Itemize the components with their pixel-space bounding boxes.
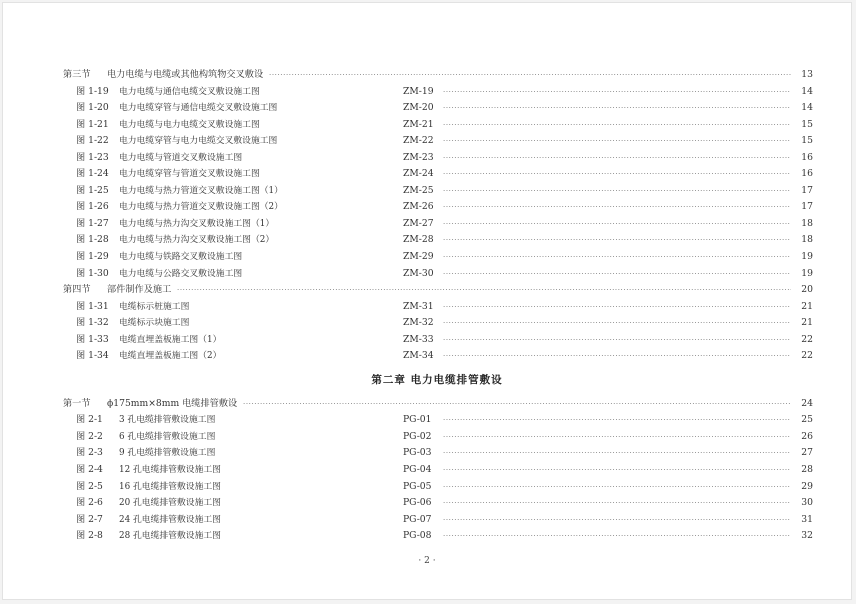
figure-title: 电缆标示桩施工图 xyxy=(119,301,190,312)
toc-figure-row[interactable] xyxy=(61,133,813,150)
drawing-code: PG-02 xyxy=(403,430,432,442)
section-label: 第一节 xyxy=(63,397,91,409)
drawing-code: ZM-28 xyxy=(403,234,434,246)
figure-title: 电力电缆穿管与电力电缆交叉敷设施工图 xyxy=(119,136,278,147)
figure-label: 图 1-22 xyxy=(76,135,109,147)
figure-title: 20 孔电缆排管敷设施工图 xyxy=(119,498,221,509)
drawing-code: ZM-23 xyxy=(403,151,434,163)
toc-figure-row[interactable] xyxy=(61,348,813,365)
figure-label: 图 2-3 xyxy=(76,447,103,459)
toc-figure-row[interactable] xyxy=(61,315,813,332)
page-number: 29 xyxy=(801,480,813,492)
figure-label: 图 1-31 xyxy=(76,300,109,312)
drawing-code: PG-04 xyxy=(403,464,432,476)
figure-label: 图 1-33 xyxy=(76,333,109,345)
toc-figure-row[interactable] xyxy=(61,512,813,529)
drawing-code: ZM-19 xyxy=(403,85,434,97)
dot-leader xyxy=(443,462,791,479)
dot-leader xyxy=(443,299,791,316)
figure-label: 图 2-1 xyxy=(76,414,103,426)
section-title: ϕ175mm×8mm 电缆排管敷设 xyxy=(107,397,238,409)
page-number: 25 xyxy=(801,414,813,426)
section-label: 第四节 xyxy=(63,284,91,296)
toc-figure-row[interactable] xyxy=(61,462,813,479)
figure-title: 6 孔电缆排管敷设施工图 xyxy=(119,431,216,442)
drawing-code: ZM-33 xyxy=(403,333,434,345)
page-number: 17 xyxy=(801,184,813,196)
figure-label: 图 2-2 xyxy=(76,430,103,442)
toc-figure-row[interactable] xyxy=(61,100,813,117)
page-number: 13 xyxy=(801,69,813,80)
toc-figure-row[interactable] xyxy=(61,429,813,446)
drawing-code: PG-07 xyxy=(403,513,432,525)
figure-title: 24 孔电缆排管敷设施工图 xyxy=(119,514,221,525)
figure-label: 图 1-21 xyxy=(76,118,109,130)
figure-title: 电力电缆穿管与管道交叉敷设施工图 xyxy=(119,169,260,180)
toc-figure-row[interactable] xyxy=(61,445,813,462)
figure-label: 图 1-20 xyxy=(76,102,109,114)
toc-figure-row[interactable] xyxy=(61,479,813,496)
dot-leader xyxy=(443,232,791,249)
figure-title: 电力电缆与热力沟交叉敷设施工图（1） xyxy=(119,218,275,229)
dot-leader xyxy=(443,249,791,266)
drawing-code: ZM-22 xyxy=(403,135,434,147)
page-number: 17 xyxy=(801,201,813,213)
figure-label: 图 2-8 xyxy=(76,530,103,542)
drawing-code: ZM-30 xyxy=(403,267,434,279)
page-number: 27 xyxy=(801,447,813,459)
page-number: 31 xyxy=(801,513,813,525)
toc-figure-row[interactable] xyxy=(61,216,813,233)
figure-label: 图 1-29 xyxy=(76,251,109,263)
figure-label: 图 2-4 xyxy=(76,464,103,476)
page-number: 32 xyxy=(801,530,813,542)
section-title: 电力电缆与电缆或其他构筑物交叉敷设 xyxy=(107,69,264,80)
toc-figure-row[interactable] xyxy=(61,84,813,101)
figure-label: 图 2-6 xyxy=(76,497,103,509)
dot-leader xyxy=(443,348,791,365)
dot-leader xyxy=(443,84,791,101)
figure-title: 9 孔电缆排管敷设施工图 xyxy=(119,448,216,459)
page-number: 16 xyxy=(801,168,813,180)
document-page xyxy=(2,2,852,600)
page-number: 20 xyxy=(801,284,813,296)
figure-title: 电力电缆与管道交叉敷设施工图 xyxy=(119,152,243,163)
toc-figure-row[interactable] xyxy=(61,166,813,183)
drawing-code: PG-08 xyxy=(403,530,432,542)
figure-label: 图 2-7 xyxy=(76,513,103,525)
page-number: 22 xyxy=(801,333,813,345)
page-number: 18 xyxy=(801,234,813,246)
figure-title: 12 孔电缆排管敷设施工图 xyxy=(119,465,221,476)
figure-title: 电力电缆与公路交叉敷设施工图 xyxy=(119,268,243,279)
toc-figure-row[interactable] xyxy=(61,199,813,216)
dot-leader xyxy=(443,412,791,429)
toc-figure-row[interactable] xyxy=(61,495,813,512)
drawing-code: ZM-32 xyxy=(403,317,434,329)
page-number: 24 xyxy=(801,397,813,409)
figure-label: 图 1-26 xyxy=(76,201,109,213)
figure-title: 电缆标示块施工图 xyxy=(119,318,190,329)
page-number: 21 xyxy=(801,317,813,329)
dot-leader xyxy=(443,266,791,283)
drawing-code: PG-05 xyxy=(403,480,432,492)
section-label: 第三节 xyxy=(63,69,91,80)
page-number: 19 xyxy=(801,267,813,279)
figure-title: 电力电缆与通信电缆交叉敷设施工图 xyxy=(119,86,260,97)
page-number: 19 xyxy=(801,251,813,263)
drawing-code: ZM-21 xyxy=(403,118,434,130)
dot-leader xyxy=(443,216,791,233)
toc-figure-row[interactable] xyxy=(61,249,813,266)
dot-leader xyxy=(443,479,791,496)
drawing-code: ZM-25 xyxy=(403,184,434,196)
dot-leader xyxy=(443,199,791,216)
figure-label: 图 1-24 xyxy=(76,168,109,180)
drawing-code: ZM-24 xyxy=(403,168,434,180)
toc-figure-row[interactable] xyxy=(61,117,813,134)
page-number: 21 xyxy=(801,300,813,312)
page-number: 28 xyxy=(801,464,813,476)
dot-leader xyxy=(177,282,791,299)
figure-label: 图 2-5 xyxy=(76,480,103,492)
figure-title: 电力电缆与热力管道交叉敷设施工图（1） xyxy=(119,185,283,196)
figure-label: 图 1-23 xyxy=(76,151,109,163)
page-number: 22 xyxy=(801,350,813,362)
toc-figure-row[interactable] xyxy=(61,266,813,283)
toc-figure-row[interactable] xyxy=(61,412,813,429)
figure-title: 电力电缆与热力管道交叉敷设施工图（2） xyxy=(119,202,283,213)
dot-leader xyxy=(443,445,791,462)
figure-title: 电缆直埋盖板施工图（2） xyxy=(119,351,222,362)
page-number: 26 xyxy=(801,430,813,442)
toc-figure-row[interactable] xyxy=(61,183,813,200)
figure-title: 电力电缆穿管与通信电缆交叉敷设施工图 xyxy=(119,103,278,114)
dot-leader xyxy=(443,512,791,529)
page-number: 16 xyxy=(801,151,813,163)
toc-figure-row[interactable] xyxy=(61,332,813,349)
toc-figure-row[interactable] xyxy=(61,232,813,249)
drawing-code: ZM-34 xyxy=(403,350,434,362)
page-number-footer: · 2 · xyxy=(418,556,436,566)
drawing-code: ZM-27 xyxy=(403,217,434,229)
figure-label: 图 1-34 xyxy=(76,350,109,362)
dot-leader xyxy=(443,528,791,545)
page-number: 14 xyxy=(801,102,813,114)
figure-label: 图 1-19 xyxy=(76,85,109,97)
dot-leader xyxy=(443,117,791,134)
figure-title: 16 孔电缆排管敷设施工图 xyxy=(119,481,221,492)
figure-title: 3 孔电缆排管敷设施工图 xyxy=(119,415,216,426)
drawing-code: ZM-20 xyxy=(403,102,434,114)
toc-figure-row[interactable] xyxy=(61,150,813,167)
figure-title: 电缆直埋盖板施工图（1） xyxy=(119,334,222,345)
drawing-code: PG-03 xyxy=(403,447,432,459)
figure-label: 图 1-32 xyxy=(76,317,109,329)
figure-label: 图 1-27 xyxy=(76,217,109,229)
figure-label: 图 1-25 xyxy=(76,184,109,196)
dot-leader xyxy=(243,396,791,413)
drawing-code: ZM-26 xyxy=(403,201,434,213)
dot-leader xyxy=(443,315,791,332)
figure-title: 28 孔电缆排管敷设施工图 xyxy=(119,531,221,542)
toc-figure-row[interactable] xyxy=(61,528,813,545)
chapter-heading: 第二章 电力电缆排管敷设 xyxy=(371,373,503,386)
toc-section-row[interactable] xyxy=(61,67,813,84)
drawing-code: ZM-29 xyxy=(403,251,434,263)
table-of-contents xyxy=(61,67,813,545)
drawing-code: ZM-31 xyxy=(403,300,434,312)
dot-leader xyxy=(443,332,791,349)
page-number: 30 xyxy=(801,497,813,509)
drawing-code: PG-01 xyxy=(403,414,432,426)
dot-leader xyxy=(443,166,791,183)
figure-label: 图 1-28 xyxy=(76,234,109,246)
dot-leader xyxy=(443,150,791,167)
toc-figure-row[interactable] xyxy=(61,299,813,316)
dot-leader xyxy=(443,133,791,150)
toc-section-row[interactable] xyxy=(61,282,813,299)
figure-title: 电力电缆与电力电缆交叉敷设施工图 xyxy=(119,119,260,130)
figure-label: 图 1-30 xyxy=(76,267,109,279)
figure-title: 电力电缆与热力沟交叉敷设施工图（2） xyxy=(119,235,275,246)
page-number: 14 xyxy=(801,85,813,97)
dot-leader xyxy=(443,429,791,446)
section-title: 部件制作及施工 xyxy=(107,284,172,296)
dot-leader xyxy=(443,100,791,117)
page-number: 15 xyxy=(801,118,813,130)
toc-section-row[interactable] xyxy=(61,396,813,413)
figure-title: 电力电缆与铁路交叉敷设施工图 xyxy=(119,252,243,263)
drawing-code: PG-06 xyxy=(403,497,432,509)
page-number: 18 xyxy=(801,217,813,229)
dot-leader xyxy=(443,183,791,200)
dot-leader xyxy=(269,67,791,84)
page-number: 15 xyxy=(801,135,813,147)
dot-leader xyxy=(443,495,791,512)
